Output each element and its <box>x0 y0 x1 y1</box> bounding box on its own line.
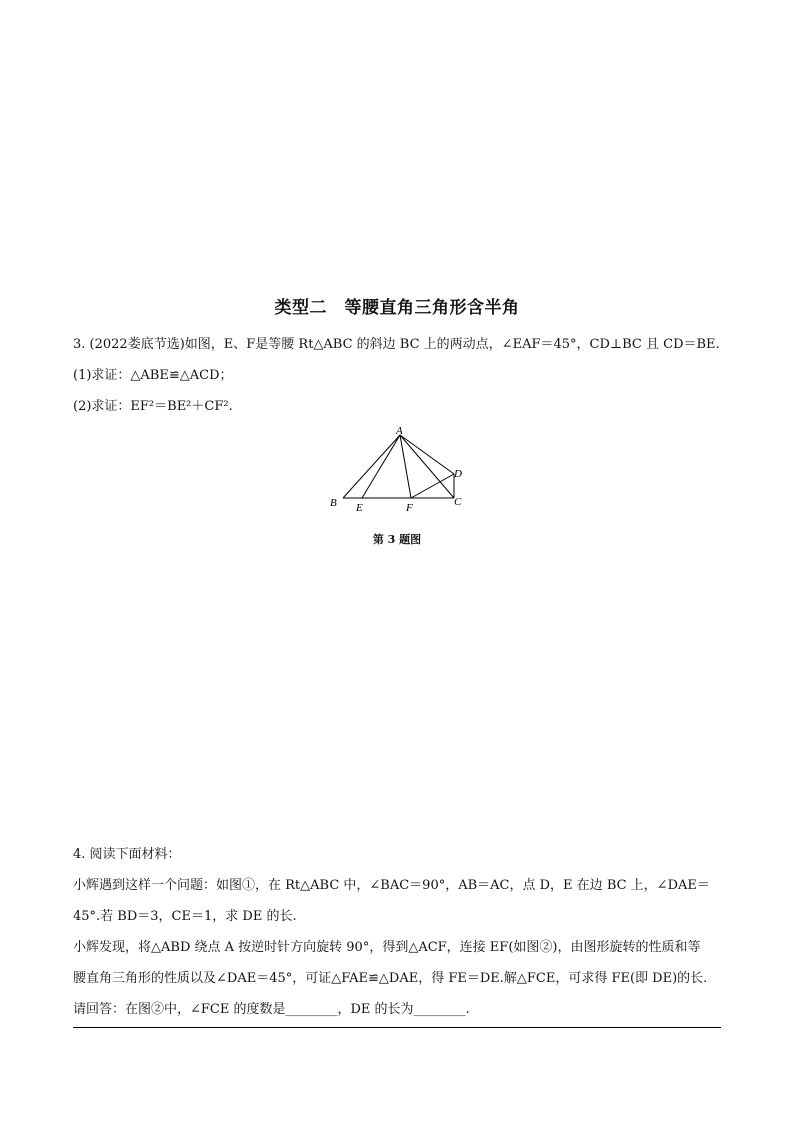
q4-line2: 小辉遇到这样一个问题：如图①，在 Rt△ABC 中，∠BAC＝90°，AB＝AC，点 D，E 在边 BC 上，∠DAE＝ <box>73 878 710 893</box>
segment-ae <box>362 435 400 498</box>
q3-figure <box>322 423 472 518</box>
bottom-rule <box>73 1027 721 1028</box>
label-d: D <box>454 468 462 480</box>
segment-af <box>400 435 411 498</box>
segment-fd <box>411 474 454 498</box>
label-b: B <box>330 497 337 509</box>
label-a: A <box>396 425 403 437</box>
section-title: 类型二 等腰直角三角形含半角 <box>274 298 520 318</box>
label-e: E <box>356 502 363 514</box>
label-f: F <box>406 502 413 514</box>
label-c: C <box>454 496 462 508</box>
q4-line3: 45°.若 BD＝3，CE＝1，求 DE 的长. <box>73 909 297 924</box>
q4-line6: 请回答：在图②中，∠FCE 的度数是________，DE 的长为________. <box>73 1002 470 1017</box>
q4-line1: 4. 阅读下面材料： <box>73 847 181 862</box>
q3-part1: (1)求证：△ABE≌△ACD； <box>73 368 233 383</box>
segment-ad <box>400 435 454 474</box>
figure-caption: 第 3 题图 <box>372 533 422 546</box>
q4-line5: 腰直角三角形的性质以及∠DAE＝45°，可证△FAE≌△DAE，得 FE＝DE.解△FCE，可求得 FE(即 DE)的长. <box>73 971 708 986</box>
segment-ab <box>343 435 400 498</box>
q3-part2: (2)求证：EF²＝BE²＋CF². <box>73 399 233 414</box>
q4-line4: 小辉发现，将△ABD 绕点 A 按逆时针方向旋转 90°，得到△ACF，连接 EF(如图②)，由图形旋转的性质和等 <box>73 940 701 955</box>
q3-stem: 3. (2022娄底节选)如图，E、F是等腰 Rt△ABC 的斜边 BC 上的两动点，∠EAF＝45°，CD⊥BC 且 CD＝BE. <box>73 337 720 352</box>
